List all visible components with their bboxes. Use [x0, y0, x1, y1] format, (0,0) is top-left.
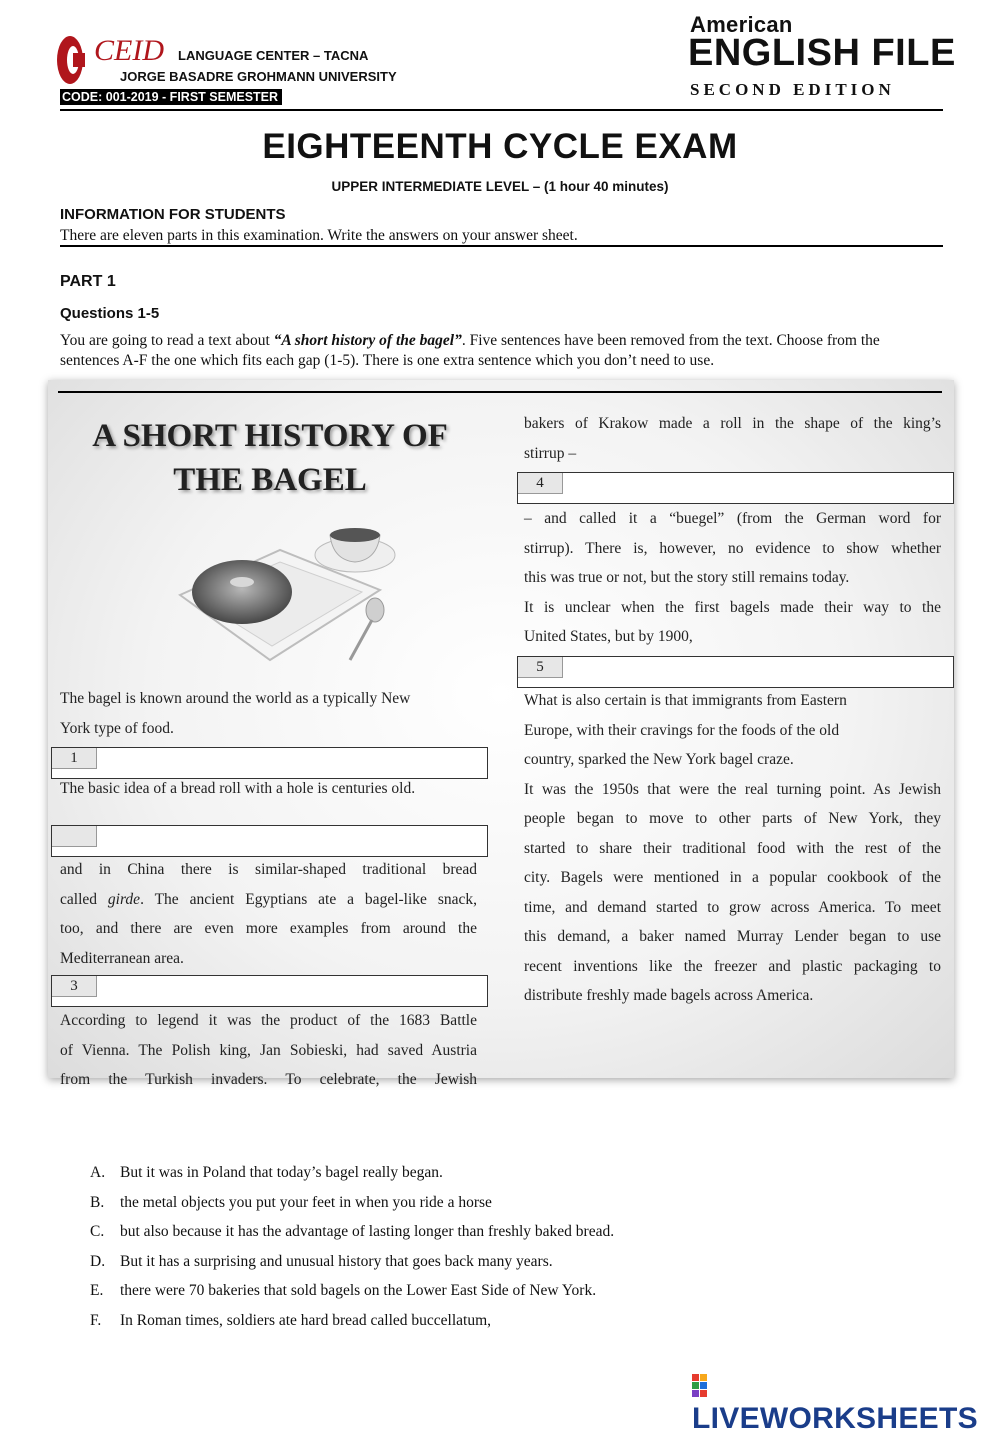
instructions — [60, 331, 940, 371]
text-line: The bagel is known around the world as a typically New — [60, 690, 411, 707]
info-divider — [60, 245, 943, 247]
text-line: recent inventions like the freezer and plastic packaging to — [524, 957, 941, 975]
logo-text: CEID — [94, 34, 164, 67]
text-line: According to legend it was the product of the 1683 Battle — [60, 1012, 477, 1029]
questions-heading: Questions 1-5 — [60, 305, 160, 322]
part-heading: PART 1 — [60, 273, 116, 290]
text-fragment-italic: girde — [107, 890, 141, 908]
text-line: distribute freshly made bagels across America. — [524, 987, 814, 1004]
option-letter: E. — [90, 1282, 104, 1299]
book-series-american: American — [690, 12, 793, 37]
gap-number: 5 — [518, 657, 563, 678]
liveworksheets-text: LIVEWORKSHEETS — [692, 1402, 978, 1435]
option-letter: D. — [90, 1252, 106, 1270]
article-title-line2: THE BAGEL — [173, 462, 367, 498]
text-line: – and called it a “buegel” (from the German word for — [524, 510, 941, 527]
instructions-text-rest: . Five sentences have been removed from the text. Choose from the sentences A-F the one which fits each gap (1-5). There is one extra sentence which you don’t need to use. — [60, 332, 880, 369]
gap-number — [52, 826, 97, 847]
gap-number: 1 — [52, 748, 97, 769]
option-text: the metal objects you put your feet in when you ride a horse — [120, 1193, 492, 1211]
text-line: city. Bagels were mentioned in a popular cookbook of the — [524, 869, 941, 886]
left-paragraph-1 — [60, 684, 458, 743]
gap-number: 4 — [518, 473, 563, 494]
gap-number: 3 — [52, 976, 97, 997]
text-line: It is unclear when the first bagels made their way to the — [524, 598, 941, 616]
text-fragment: called — [60, 890, 108, 908]
gap-3-answer-box[interactable] — [51, 975, 488, 1007]
text-line: this was true or not, but the story still remains today. — [524, 569, 850, 586]
article-top-rule — [58, 391, 942, 393]
text-line: What is also certain is that immigrants from Eastern — [524, 692, 847, 709]
header-divider — [60, 109, 943, 111]
article-title-line1: A SHORT HISTORY OF — [92, 418, 448, 454]
text-line: started to share their traditional food with the rest of the — [524, 839, 941, 857]
right-paragraph-2 — [524, 504, 941, 652]
left-paragraph-4 — [60, 1006, 477, 1095]
text-line: stirrup). There is, however, no evidence to show whether — [524, 539, 941, 557]
left-paragraph-3 — [60, 855, 477, 973]
text-line: stirrup – — [524, 444, 577, 462]
bagel-photo — [150, 510, 400, 680]
right-paragraph-3 — [524, 686, 941, 1011]
university-name: JORGE BASADRE GROHMANN UNIVERSITY — [120, 69, 397, 84]
option-a — [90, 1158, 614, 1188]
text-line: this demand, a baker named Murray Lender began to use — [524, 928, 941, 945]
option-text: But it has a surprising and unusual history that goes back many years. — [120, 1252, 553, 1270]
text-line: Mediterranean area. — [60, 949, 184, 967]
option-d — [90, 1247, 614, 1277]
instructions-article-title: “A short history of the bagel” — [273, 332, 462, 349]
option-text: In Roman times, soldiers ate hard bread called buccellatum, — [120, 1311, 492, 1329]
option-letter: C. — [90, 1223, 105, 1240]
text-line: too, and there are even more examples from around the — [60, 920, 477, 937]
exam-title: EIGHTEENTH CYCLE EXAM — [262, 127, 738, 166]
text-line: from the Turkish invaders. To celebrate, the Jewish — [60, 1071, 477, 1088]
option-b — [90, 1188, 614, 1218]
text-line: people began to move to other parts of New York, they — [524, 810, 941, 827]
exam-subtitle: UPPER INTERMEDIATE LEVEL – (1 hour 40 minutes) — [331, 179, 669, 194]
sentence-options — [90, 1158, 614, 1335]
text-line: time, and demand started to grow across America. To meet — [524, 898, 941, 916]
text-line: It was the 1950s that were the real turning point. As Jewish — [524, 780, 941, 798]
option-letter: A. — [90, 1164, 106, 1181]
text-fragment: . The ancient Egyptians ate a bagel-like snack, — [140, 890, 477, 908]
right-paragraph-1 — [524, 409, 941, 468]
text-line — [60, 885, 477, 915]
book-series-title: ENGLISH FILE — [688, 32, 956, 74]
option-text: But it was in Poland that today’s bagel really began. — [120, 1164, 443, 1181]
text-line: United States, but by 1900, — [524, 628, 693, 645]
liveworksheets-logo[interactable] — [692, 1372, 1000, 1435]
option-letter: B. — [90, 1193, 105, 1211]
option-c — [90, 1217, 614, 1247]
exam-code: CODE: 001-2019 - FIRST SEMESTER — [60, 89, 282, 105]
text-line: country, sparked the New York bagel craze. — [524, 751, 794, 768]
liveworksheets-icon — [692, 1372, 716, 1400]
center-name: LANGUAGE CENTER – TACNA — [178, 48, 369, 63]
article-title — [60, 414, 480, 502]
option-e — [90, 1276, 614, 1306]
gap-4-answer-box[interactable] — [517, 472, 954, 504]
text-line: York type of food. — [60, 719, 174, 737]
gap-5-answer-box[interactable] — [517, 656, 954, 688]
text-line: and in China there is similar-shaped traditional bread — [60, 861, 477, 878]
option-text: there were 70 bakeries that sold bagels on the Lower East Side of New York. — [120, 1282, 597, 1299]
book-series-edition: SECOND EDITION — [690, 80, 895, 99]
option-letter: F. — [90, 1311, 102, 1329]
instructions-text: You are going to read a text about — [60, 332, 274, 349]
left-paragraph-2: The basic idea of a bread roll with a hole is centuries old. — [60, 780, 416, 797]
option-text: but also because it has the advantage of lasting longer than freshly baked bread. — [120, 1223, 615, 1240]
info-text: There are eleven parts in this examination. Write the answers on your answer sheet. — [60, 227, 578, 244]
text-line: Europe, with their cravings for the foods of the old — [524, 721, 840, 739]
gap-2-answer-box[interactable] — [51, 825, 488, 857]
text-line: of Vienna. The Polish king, Jan Sobieski, had saved Austria — [60, 1041, 477, 1059]
info-heading: INFORMATION FOR STUDENTS — [60, 206, 286, 223]
option-f — [90, 1306, 614, 1336]
text-line: bakers of Krakow made a roll in the shape of the king’s — [524, 415, 941, 432]
